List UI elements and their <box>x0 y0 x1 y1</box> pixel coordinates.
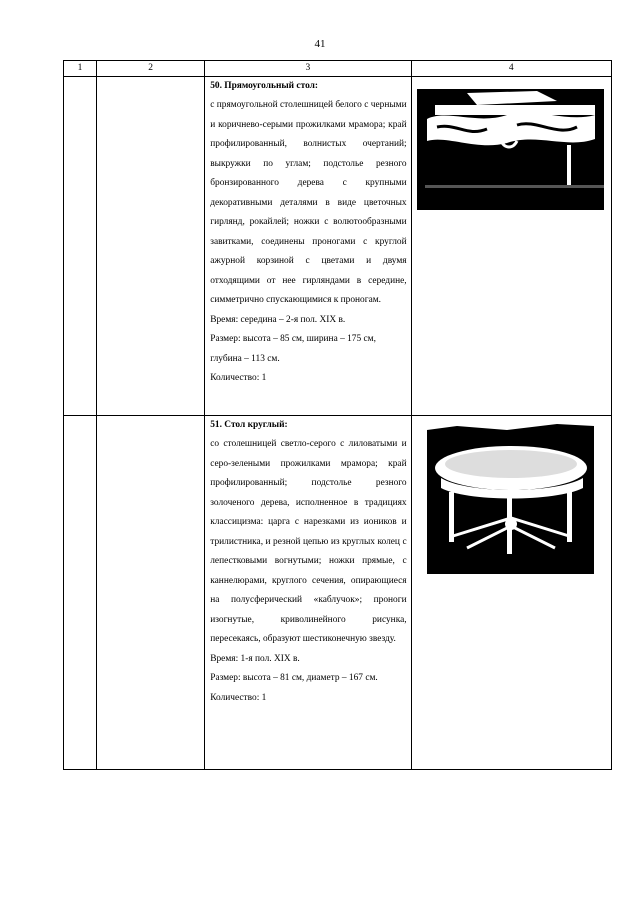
item-time: Время: 1-я пол. XIX в. <box>210 653 300 664</box>
item-size: Размер: высота – 85 см, ширина – 175 см, глубина – 113 см. <box>210 334 376 364</box>
item-description: с прямоугольной столешницей белого с черными и коричнево-серыми прожилками мрамора; край профилированный, волнистых очертаний; выкружки по углам; подстолье резного бронзированного дерева с крупными декоративными деталями в виде цветочных гирлянд, рокайлей; ножки с волютообразными завитками, соединены проногами с круглой ажурной корзиной с цветами и двумя отходящими от нее гирляндами в середине, симметрично спускающимися к проногам. <box>210 100 407 305</box>
table-header-row <box>64 61 612 77</box>
cell-description <box>205 77 411 416</box>
cell-number <box>64 77 97 416</box>
item-quantity: Количество: 1 <box>210 373 267 383</box>
page-number: 41 <box>314 38 326 50</box>
cell-col2 <box>97 77 205 416</box>
table-row <box>64 416 612 770</box>
cell-number <box>64 416 97 770</box>
item-time: Время: середина – 2-я пол. XIX в. <box>210 314 346 325</box>
item-size: Размер: высота – 81 см, диаметр – 167 см. <box>210 673 378 683</box>
cell-col2 <box>97 416 205 770</box>
item-title: 51. Стол круглый: <box>210 420 288 430</box>
cell-photo <box>411 77 611 416</box>
column-header: 4 <box>411 61 611 77</box>
table-row <box>64 77 612 416</box>
column-header: 2 <box>97 61 205 77</box>
item-title: 50. Прямоугольный стол: <box>210 81 319 91</box>
item-description: со столешницей светло-серого с лиловатыми и серо-зелеными прожилками мрамора; край профилированный; подстолье резного золоченого дерева, исполненное в традициях классицизма: царга с нарезками из иоников и трилистника, и резной цепью из круглых колец с лепестковыми вогнутыми; ножки прямые, с каннелюрами, круглого сечения, опирающиеся на полусферический «каблучок»; проноги изогнутые, криволинейного рисунка, пересекаясь, образуют шестиконечную звезду. <box>210 439 407 644</box>
cell-description <box>205 416 411 770</box>
round-table-photo <box>427 418 594 574</box>
column-header: 1 <box>64 61 97 77</box>
column-header: 3 <box>205 61 411 77</box>
cell-photo <box>411 416 611 770</box>
rectangular-table-photo <box>417 79 604 210</box>
inventory-table <box>63 60 612 770</box>
item-quantity: Количество: 1 <box>210 692 267 703</box>
